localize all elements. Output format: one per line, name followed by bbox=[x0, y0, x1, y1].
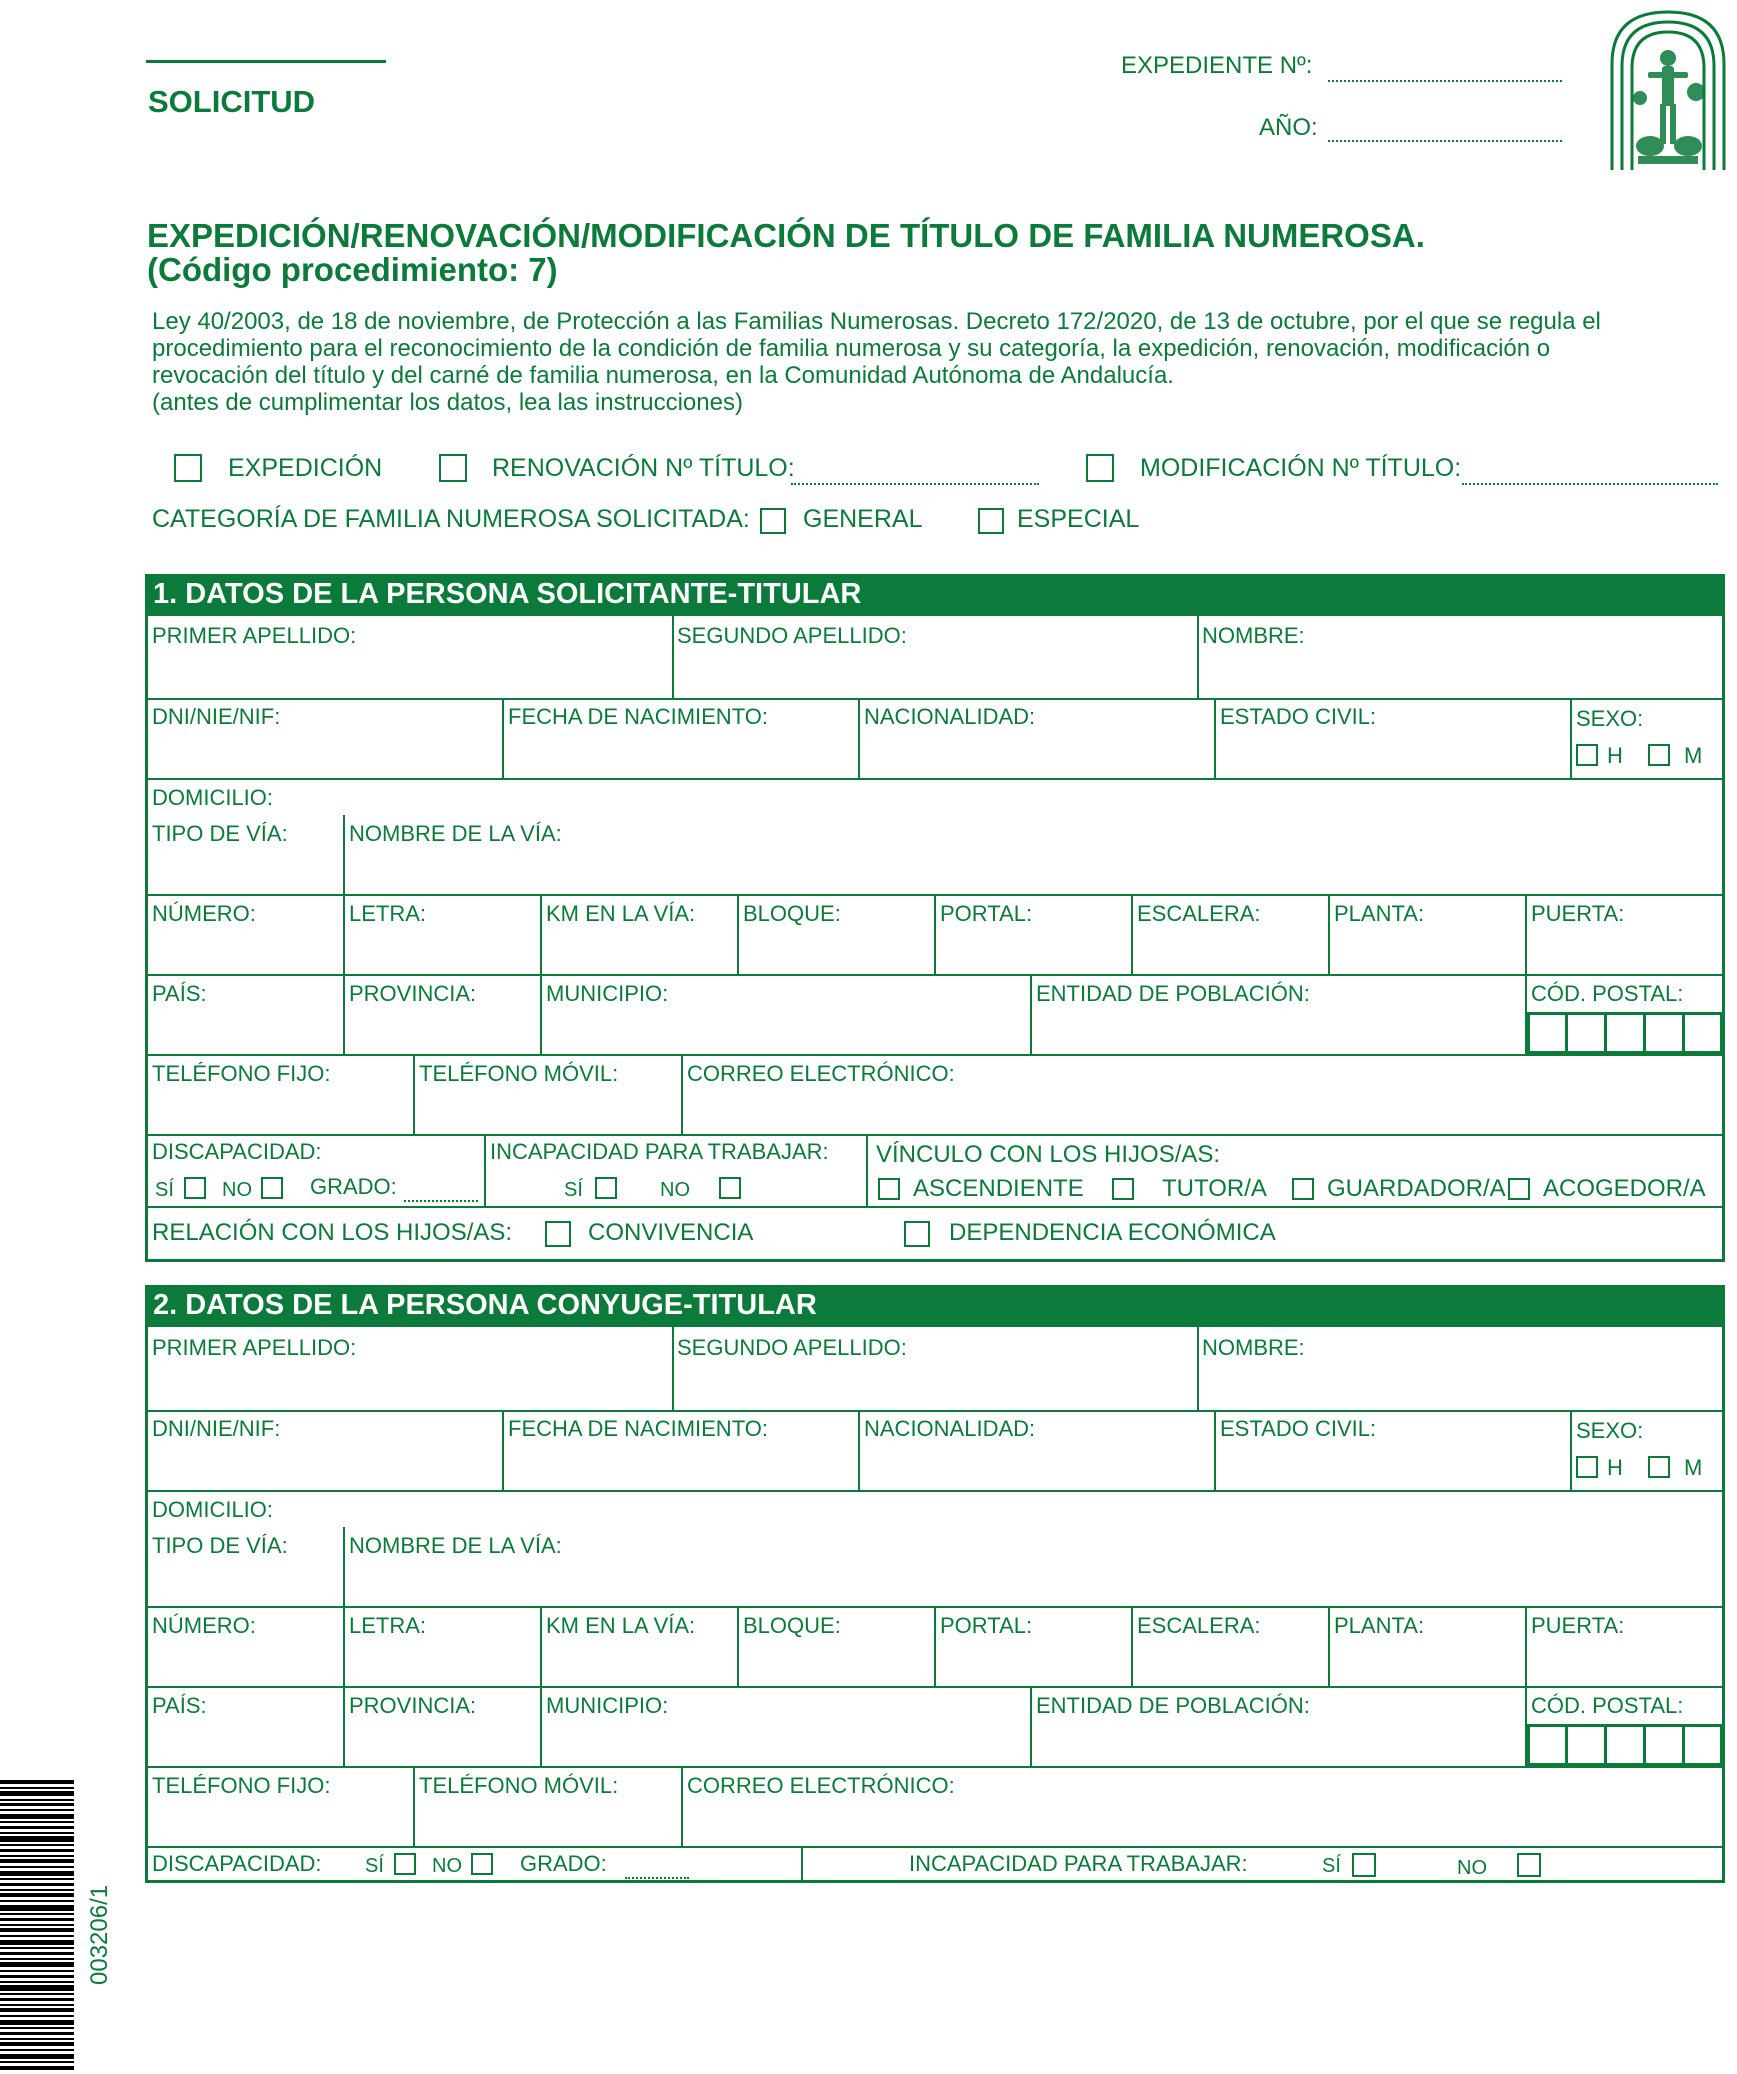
form-code: 003206/1 bbox=[86, 1884, 113, 1985]
s1-municipio-label: MUNICIPIO: bbox=[546, 981, 669, 1006]
renovacion-titulo-field[interactable] bbox=[791, 483, 1039, 485]
s1-incapacidad-si-checkbox[interactable] bbox=[595, 1177, 617, 1199]
s2-puerta-label: PUERTA: bbox=[1531, 1613, 1625, 1638]
col-divider bbox=[672, 1327, 674, 1410]
s2-planta-label: PLANTA: bbox=[1334, 1613, 1425, 1638]
col-divider bbox=[343, 894, 345, 974]
s2-cod-postal-label: CÓD. POSTAL: bbox=[1531, 1693, 1684, 1718]
col-divider bbox=[1197, 1327, 1199, 1410]
ano-label: AÑO: bbox=[1259, 114, 1318, 141]
s1-incapacidad-no-label: NO bbox=[660, 1179, 690, 1201]
s2-telefono-fijo-label: TELÉFONO FIJO: bbox=[152, 1773, 331, 1798]
col-divider bbox=[1030, 1686, 1032, 1766]
expediente-label: EXPEDIENTE Nº: bbox=[1121, 52, 1313, 79]
col-divider bbox=[1131, 1606, 1133, 1686]
s1-escalera-label: ESCALERA: bbox=[1137, 901, 1261, 926]
s2-letra-label: LETRA: bbox=[349, 1613, 427, 1638]
solicitud-heading: SOLICITUD bbox=[148, 84, 316, 119]
s1-discapacidad-no-label: NO bbox=[222, 1179, 252, 1201]
s2-discapacidad-label: DISCAPACIDAD: bbox=[152, 1851, 322, 1876]
s1-primer-apellido-label: PRIMER APELLIDO: bbox=[152, 623, 357, 648]
convivencia-checkbox[interactable] bbox=[545, 1221, 571, 1247]
col-divider bbox=[1131, 894, 1133, 974]
s2-incapacidad-label: INCAPACIDAD PARA TRABAJAR: bbox=[909, 1851, 1248, 1876]
s1-nacionalidad-label: NACIONALIDAD: bbox=[864, 704, 1036, 729]
s1-planta-label: PLANTA: bbox=[1334, 901, 1425, 926]
ascendiente-label: ASCENDIENTE bbox=[913, 1175, 1084, 1202]
general-label: GENERAL bbox=[803, 505, 923, 533]
col-divider bbox=[540, 894, 542, 974]
general-checkbox[interactable] bbox=[760, 508, 786, 534]
s2-discapacidad-no-checkbox[interactable] bbox=[471, 1853, 493, 1875]
acogedor-checkbox[interactable] bbox=[1508, 1178, 1530, 1200]
row-divider bbox=[145, 1766, 1725, 1768]
postal-digit-divider bbox=[1682, 1012, 1685, 1054]
section-solicitante-title: 1. DATOS DE LA PERSONA SOLICITANTE-TITULAR bbox=[145, 574, 1725, 616]
guardador-label: GUARDADOR/A bbox=[1327, 1175, 1506, 1202]
col-divider bbox=[934, 1606, 936, 1686]
s1-bloque-label: BLOQUE: bbox=[743, 901, 841, 926]
col-divider bbox=[540, 1686, 542, 1766]
s1-sexo-h-label: H bbox=[1607, 743, 1623, 768]
modificacion-checkbox[interactable] bbox=[1086, 454, 1114, 482]
s1-cod-postal-input[interactable] bbox=[1527, 1012, 1723, 1054]
s2-incapacidad-no-label: NO bbox=[1457, 1857, 1487, 1879]
s2-municipio-label: MUNICIPIO: bbox=[546, 1693, 669, 1718]
form-title: EXPEDICIÓN/RENOVACIÓN/MODIFICACIÓN DE TÍTULO DE FAMILIA NUMEROSA. bbox=[147, 217, 1425, 254]
legal-line: Ley 40/2003, de 18 de noviembre, de Protección a las Familias Numerosas. Decreto 172/2020, de 13 de octubre, por el que se regula el bbox=[152, 308, 1601, 335]
col-divider bbox=[343, 815, 345, 894]
col-divider bbox=[681, 1766, 683, 1846]
postal-digit-divider bbox=[1643, 1724, 1646, 1766]
col-divider bbox=[343, 974, 345, 1054]
postal-digit-divider bbox=[1604, 1724, 1607, 1766]
s2-nacionalidad-label: NACIONALIDAD: bbox=[864, 1416, 1036, 1441]
col-divider bbox=[413, 1054, 415, 1134]
s2-grado-label: GRADO: bbox=[520, 1851, 607, 1876]
s2-cod-postal-input[interactable] bbox=[1527, 1724, 1723, 1766]
col-divider bbox=[1214, 698, 1216, 778]
col-divider bbox=[484, 1134, 486, 1206]
s2-pais-label: PAÍS: bbox=[152, 1693, 207, 1718]
s1-discapacidad-si-label: SÍ bbox=[155, 1179, 174, 1201]
s1-correo-label: CORREO ELECTRÓNICO: bbox=[687, 1061, 955, 1086]
col-divider bbox=[737, 894, 739, 974]
s2-sexo-m-checkbox[interactable] bbox=[1648, 1456, 1670, 1478]
col-divider bbox=[681, 1054, 683, 1134]
s2-sexo-h-label: H bbox=[1607, 1455, 1623, 1480]
s1-telefono-fijo-label: TELÉFONO FIJO: bbox=[152, 1061, 331, 1086]
postal-digit-divider bbox=[1604, 1012, 1607, 1054]
dependencia-checkbox[interactable] bbox=[904, 1221, 930, 1247]
col-divider bbox=[1328, 894, 1330, 974]
expedicion-label: EXPEDICIÓN bbox=[228, 454, 383, 482]
col-divider bbox=[502, 698, 504, 778]
postal-digit-divider bbox=[1565, 1724, 1568, 1766]
s1-letra-label: LETRA: bbox=[349, 901, 427, 926]
col-divider bbox=[1328, 1606, 1330, 1686]
legal-line: revocación del título y del carné de familia numerosa, en la Comunidad Autónoma de Andalucía. bbox=[152, 362, 1174, 389]
s2-grado-field[interactable] bbox=[625, 1877, 689, 1879]
s2-discapacidad-si-label: SÍ bbox=[365, 1855, 384, 1877]
s1-segundo-apellido-label: SEGUNDO APELLIDO: bbox=[677, 623, 907, 648]
s2-discapacidad-no-label: NO bbox=[432, 1855, 462, 1877]
tutor-checkbox[interactable] bbox=[1112, 1178, 1134, 1200]
col-divider bbox=[1525, 1606, 1527, 1686]
col-divider bbox=[858, 698, 860, 778]
legal-text bbox=[152, 308, 1601, 416]
s2-numero-label: NÚMERO: bbox=[152, 1613, 256, 1638]
col-divider bbox=[934, 894, 936, 974]
s1-discapacidad-no-checkbox[interactable] bbox=[261, 1177, 283, 1199]
s1-dni-label: DNI/NIE/NIF: bbox=[152, 704, 281, 729]
acogedor-label: ACOGEDOR/A bbox=[1543, 1175, 1706, 1202]
tutor-label: TUTOR/A bbox=[1162, 1175, 1267, 1202]
col-divider bbox=[1197, 616, 1199, 698]
s2-entidad-label: ENTIDAD DE POBLACIÓN: bbox=[1036, 1693, 1310, 1718]
col-divider bbox=[343, 1606, 345, 1686]
s2-discapacidad-si-checkbox[interactable] bbox=[394, 1853, 416, 1875]
categoria-label: CATEGORÍA DE FAMILIA NUMEROSA SOLICITADA: bbox=[152, 505, 750, 533]
s1-grado-field[interactable] bbox=[404, 1200, 478, 1202]
s2-nombre-via-label: NOMBRE DE LA VÍA: bbox=[349, 1533, 562, 1558]
row-divider bbox=[145, 1490, 1725, 1492]
col-divider bbox=[1030, 974, 1032, 1054]
col-divider bbox=[540, 974, 542, 1054]
guardador-checkbox[interactable] bbox=[1292, 1178, 1314, 1200]
s2-dni-label: DNI/NIE/NIF: bbox=[152, 1416, 281, 1441]
modificacion-label: MODIFICACIÓN Nº TÍTULO: bbox=[1140, 454, 1462, 482]
expedicion-checkbox[interactable] bbox=[174, 454, 202, 482]
s1-grado-label: GRADO: bbox=[310, 1174, 397, 1199]
postal-digit-divider bbox=[1565, 1012, 1568, 1054]
row-divider bbox=[145, 698, 1725, 700]
renovacion-label: RENOVACIÓN Nº TÍTULO: bbox=[492, 454, 795, 482]
s1-incapacidad-si-label: SÍ bbox=[564, 1179, 583, 1201]
s1-km-label: KM EN LA VÍA: bbox=[546, 901, 696, 926]
row-divider bbox=[145, 1054, 1725, 1056]
s1-fecha-nacimiento-label: FECHA DE NACIMIENTO: bbox=[508, 704, 768, 729]
convivencia-label: CONVIVENCIA bbox=[588, 1219, 754, 1246]
s2-sexo-label: SEXO: bbox=[1576, 1418, 1644, 1443]
s1-nombre-via-label: NOMBRE DE LA VÍA: bbox=[349, 821, 562, 846]
col-divider bbox=[1570, 1410, 1572, 1490]
header-rule bbox=[146, 60, 386, 63]
s1-provincia-label: PROVINCIA: bbox=[349, 981, 477, 1006]
especial-label: ESPECIAL bbox=[1017, 505, 1140, 533]
col-divider bbox=[502, 1410, 504, 1490]
col-divider bbox=[866, 1134, 868, 1206]
row-divider bbox=[145, 1410, 1725, 1412]
section-conyuge-title: 2. DATOS DE LA PERSONA CONYUGE-TITULAR bbox=[145, 1285, 1725, 1327]
s1-discapacidad-label: DISCAPACIDAD: bbox=[152, 1139, 322, 1164]
row-divider bbox=[145, 974, 1725, 976]
col-divider bbox=[801, 1846, 803, 1883]
s2-sexo-m-label: M bbox=[1684, 1455, 1703, 1480]
s2-segundo-apellido-label: SEGUNDO APELLIDO: bbox=[677, 1335, 907, 1360]
col-divider bbox=[413, 1766, 415, 1846]
col-divider bbox=[737, 1606, 739, 1686]
s2-nombre-label: NOMBRE: bbox=[1202, 1335, 1305, 1360]
s2-fecha-nacimiento-label: FECHA DE NACIMIENTO: bbox=[508, 1416, 768, 1441]
junta-andalucia-logo-icon bbox=[1608, 6, 1728, 170]
s1-portal-label: PORTAL: bbox=[940, 901, 1033, 926]
s2-tipo-via-label: TIPO DE VÍA: bbox=[152, 1533, 288, 1558]
s1-sexo-m-label: M bbox=[1684, 743, 1703, 768]
s1-tipo-via-label: TIPO DE VÍA: bbox=[152, 821, 288, 846]
s1-sexo-h-checkbox[interactable] bbox=[1576, 744, 1598, 766]
s2-sexo-h-checkbox[interactable] bbox=[1576, 1456, 1598, 1478]
s1-incapacidad-label: INCAPACIDAD PARA TRABAJAR: bbox=[490, 1139, 829, 1164]
col-divider bbox=[343, 1527, 345, 1606]
row-divider bbox=[145, 1206, 1725, 1208]
s2-primer-apellido-label: PRIMER APELLIDO: bbox=[152, 1335, 357, 1360]
legal-line: procedimiento para el reconocimiento de la condición de familia numerosa y su categoría, la expedición, renovación, modificación o bbox=[152, 335, 1551, 362]
s1-relacion-label: RELACIÓN CON LOS HIJOS/AS: bbox=[152, 1219, 513, 1246]
s2-incapacidad-no-checkbox[interactable] bbox=[1517, 1853, 1541, 1877]
renovacion-checkbox[interactable] bbox=[439, 454, 467, 482]
especial-checkbox[interactable] bbox=[978, 508, 1004, 534]
expediente-field[interactable] bbox=[1328, 80, 1562, 82]
s2-provincia-label: PROVINCIA: bbox=[349, 1693, 477, 1718]
s1-pais-label: PAÍS: bbox=[152, 981, 207, 1006]
modificacion-titulo-field[interactable] bbox=[1462, 483, 1718, 485]
col-divider bbox=[858, 1410, 860, 1490]
s1-estado-civil-label: ESTADO CIVIL: bbox=[1220, 704, 1377, 729]
col-divider bbox=[540, 1606, 542, 1686]
col-divider bbox=[672, 616, 674, 698]
row-divider bbox=[145, 1686, 1725, 1688]
row-divider bbox=[145, 1846, 1725, 1848]
s2-km-label: KM EN LA VÍA: bbox=[546, 1613, 696, 1638]
postal-digit-divider bbox=[1643, 1012, 1646, 1054]
s1-vinculo-label: VÍNCULO CON LOS HIJOS/AS: bbox=[876, 1141, 1221, 1168]
s1-puerta-label: PUERTA: bbox=[1531, 901, 1625, 926]
s2-bloque-label: BLOQUE: bbox=[743, 1613, 841, 1638]
s2-incapacidad-si-label: SÍ bbox=[1322, 1855, 1341, 1877]
s2-domicilio-label: DOMICILIO: bbox=[152, 1497, 274, 1522]
s2-estado-civil-label: ESTADO CIVIL: bbox=[1220, 1416, 1377, 1441]
col-divider bbox=[1525, 894, 1527, 974]
procedure-code: (Código procedimiento: 7) bbox=[147, 251, 558, 288]
row-divider bbox=[145, 1134, 1725, 1136]
s1-numero-label: NÚMERO: bbox=[152, 901, 256, 926]
ascendiente-checkbox[interactable] bbox=[878, 1178, 900, 1200]
postal-digit-divider bbox=[1682, 1724, 1685, 1766]
col-divider bbox=[1214, 1410, 1216, 1490]
s1-domicilio-label: DOMICILIO: bbox=[152, 785, 274, 810]
s1-sexo-label: SEXO: bbox=[1576, 706, 1644, 731]
col-divider bbox=[343, 1686, 345, 1766]
legal-instructions-note: (antes de cumplimentar los datos, lea las instrucciones) bbox=[152, 389, 743, 416]
s1-cod-postal-label: CÓD. POSTAL: bbox=[1531, 981, 1684, 1006]
s1-discapacidad-si-checkbox[interactable] bbox=[184, 1177, 206, 1199]
s1-telefono-movil-label: TELÉFONO MÓVIL: bbox=[419, 1061, 619, 1086]
row-divider bbox=[145, 778, 1725, 780]
s1-nombre-label: NOMBRE: bbox=[1202, 623, 1305, 648]
dependencia-label: DEPENDENCIA ECONÓMICA bbox=[949, 1219, 1276, 1246]
s2-incapacidad-si-checkbox[interactable] bbox=[1352, 1853, 1376, 1877]
s1-entidad-label: ENTIDAD DE POBLACIÓN: bbox=[1036, 981, 1310, 1006]
s2-telefono-movil-label: TELÉFONO MÓVIL: bbox=[419, 1773, 619, 1798]
s2-correo-label: CORREO ELECTRÓNICO: bbox=[687, 1773, 955, 1798]
s1-sexo-m-checkbox[interactable] bbox=[1648, 744, 1670, 766]
col-divider bbox=[1570, 698, 1572, 778]
barcode-icon bbox=[0, 1780, 74, 2074]
ano-field[interactable] bbox=[1328, 140, 1562, 142]
s2-escalera-label: ESCALERA: bbox=[1137, 1613, 1261, 1638]
s2-portal-label: PORTAL: bbox=[940, 1613, 1033, 1638]
s1-incapacidad-no-checkbox[interactable] bbox=[719, 1177, 741, 1199]
